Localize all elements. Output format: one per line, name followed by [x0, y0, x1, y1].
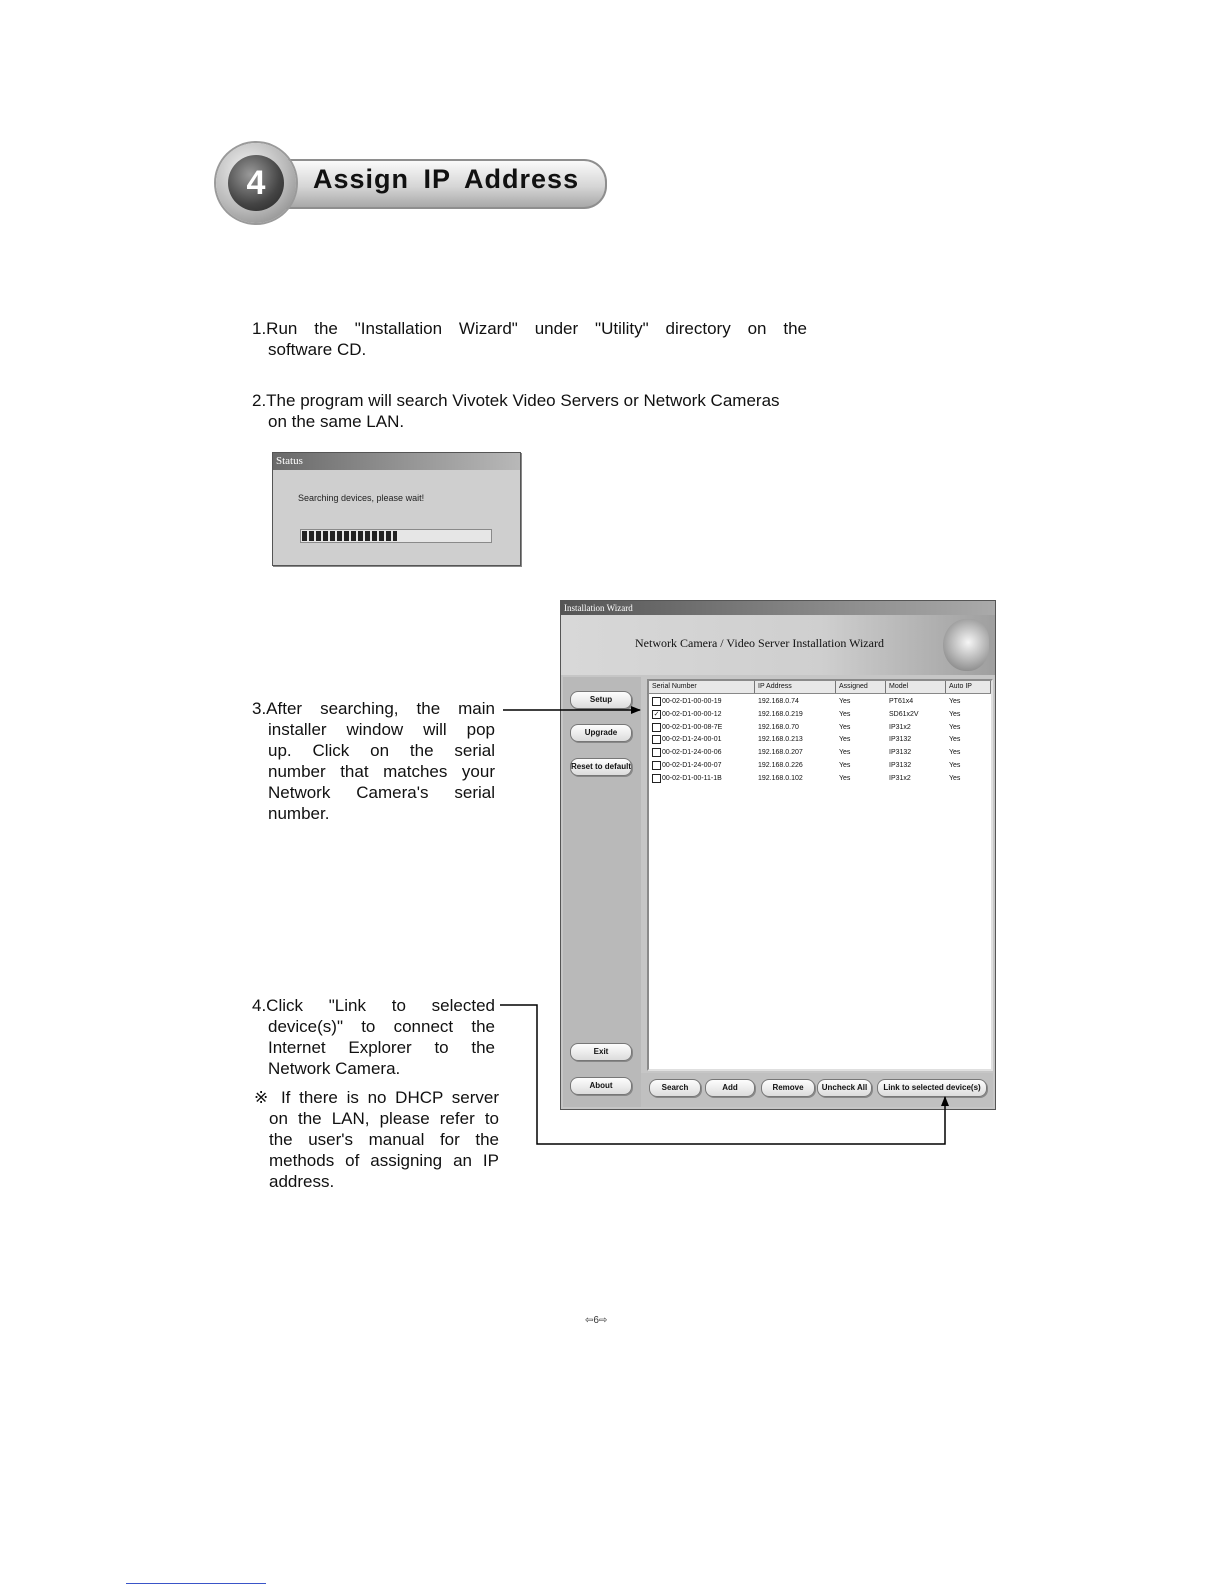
- column-model[interactable]: Model: [886, 681, 946, 693]
- setup-button[interactable]: Setup: [570, 691, 632, 709]
- cell-model: PT61x4: [889, 698, 914, 705]
- cell-assigned: Yes: [839, 710, 851, 718]
- step4-line3: Internet Explorer to the: [268, 1038, 495, 1057]
- step4-line2: device(s)" to connect the: [268, 1017, 495, 1036]
- step4-line1: 4.Click "Link to selected: [252, 996, 495, 1015]
- cell-auto-ip: Yes: [949, 710, 961, 718]
- page-title: Assign IP Address: [313, 164, 580, 194]
- cell-assigned: Yes: [839, 698, 851, 705]
- upgrade-button[interactable]: Upgrade: [570, 724, 632, 742]
- column-auto-ip[interactable]: Auto IP: [946, 681, 991, 693]
- column-assigned[interactable]: Assigned: [836, 681, 886, 693]
- arrow-to-link-button: [500, 1005, 945, 1144]
- step3-line2: installer window will pop: [268, 720, 495, 739]
- cell-assigned: Yes: [839, 762, 851, 769]
- step3-line1: 3.After searching, the main: [252, 699, 495, 718]
- cell-assigned: Yes: [839, 749, 851, 757]
- cell-assigned: Yes: [839, 774, 851, 782]
- remove-button[interactable]: Remove: [761, 1079, 815, 1097]
- wizard-titlebar: Installation Wizard: [561, 601, 995, 615]
- step1-line2: software CD.: [268, 340, 367, 359]
- cell-serial: 00-02-D1-00-11-1B: [662, 774, 722, 782]
- step2-line1: 2.The program will search Vivotek Video Servers or Network Cameras: [252, 391, 780, 410]
- cell-auto-ip: Yes: [949, 736, 961, 744]
- uncheck-all-button[interactable]: Uncheck All: [817, 1079, 872, 1097]
- cell-ip: 192.168.0.226: [758, 762, 803, 769]
- cell-ip: 192.168.0.207: [758, 749, 803, 757]
- cell-auto-ip: Yes: [949, 774, 961, 782]
- step3-line5: Network Camera's serial: [268, 783, 495, 802]
- note-line5: address.: [269, 1172, 335, 1191]
- cell-auto-ip: Yes: [949, 723, 961, 731]
- column-ip-address[interactable]: IP Address: [755, 681, 836, 693]
- reset-to-default-button[interactable]: Reset to default: [570, 758, 632, 776]
- page-number: ⇦6⇨: [585, 1315, 608, 1326]
- step3-line4: number that matches your: [268, 762, 495, 781]
- search-button[interactable]: Search: [649, 1079, 701, 1097]
- exit-button[interactable]: Exit: [570, 1043, 632, 1061]
- step3-line3: up. Click on the serial: [268, 741, 495, 760]
- add-button[interactable]: Add: [705, 1079, 755, 1097]
- cell-ip: 192.168.0.102: [758, 774, 803, 782]
- cell-model: IP3132: [889, 736, 912, 744]
- footer-rule: [126, 1583, 266, 1584]
- step3-line6: number.: [268, 804, 330, 823]
- cell-ip: 192.168.0.70: [758, 723, 799, 731]
- note-line2: on the LAN, please refer to: [269, 1109, 499, 1128]
- cell-serial: 00-02-D1-00-00-19: [662, 698, 722, 705]
- status-dialog-title: Status: [273, 453, 520, 470]
- cell-ip: 192.168.0.219: [758, 710, 803, 718]
- cell-auto-ip: Yes: [949, 698, 961, 705]
- note-line1: ※ If there is no DHCP server: [254, 1088, 499, 1107]
- cell-auto-ip: Yes: [949, 762, 961, 769]
- link-to-selected-devices-button[interactable]: Link to selected device(s): [877, 1079, 987, 1097]
- cell-model: IP31x2: [889, 774, 911, 782]
- cell-model: IP3132: [889, 762, 912, 769]
- row-checkbox[interactable]: ✓: [653, 710, 660, 718]
- status-message: Searching devices, please wait!: [298, 493, 425, 503]
- step4-line4: Network Camera.: [268, 1059, 401, 1078]
- cell-auto-ip: Yes: [949, 749, 961, 757]
- cell-assigned: Yes: [839, 736, 851, 744]
- note-line3: the user's manual for the: [269, 1130, 499, 1149]
- about-button[interactable]: About: [570, 1077, 632, 1095]
- cell-model: SD61x2V: [889, 710, 919, 718]
- column-serial-number[interactable]: Serial Number: [649, 681, 755, 693]
- cell-serial: 00-02-D1-00-08-7E: [662, 723, 723, 731]
- step1-line1: 1.Run the "Installation Wizard" under "Utility" directory on the: [252, 319, 807, 338]
- cell-serial: 00-02-D1-24-00-06: [662, 749, 722, 757]
- step-number: 4: [228, 155, 284, 211]
- cell-model: IP3132: [889, 749, 912, 757]
- cell-assigned: Yes: [839, 723, 851, 731]
- cell-model: IP31x2: [889, 723, 911, 731]
- cell-serial: 00-02-D1-24-00-01: [662, 736, 722, 744]
- cell-serial: 00-02-D1-24-00-07: [662, 762, 722, 769]
- wizard-banner-title: Network Camera / Video Server Installation Wizard: [635, 636, 884, 650]
- cell-serial: 00-02-D1-00-00-12: [662, 710, 722, 718]
- step2-line2: on the same LAN.: [268, 412, 405, 431]
- cell-ip: 192.168.0.213: [758, 736, 803, 744]
- step-number-badge: [216, 143, 296, 223]
- cell-ip: 192.168.0.74: [758, 698, 799, 705]
- note-line4: methods of assigning an IP: [269, 1151, 499, 1170]
